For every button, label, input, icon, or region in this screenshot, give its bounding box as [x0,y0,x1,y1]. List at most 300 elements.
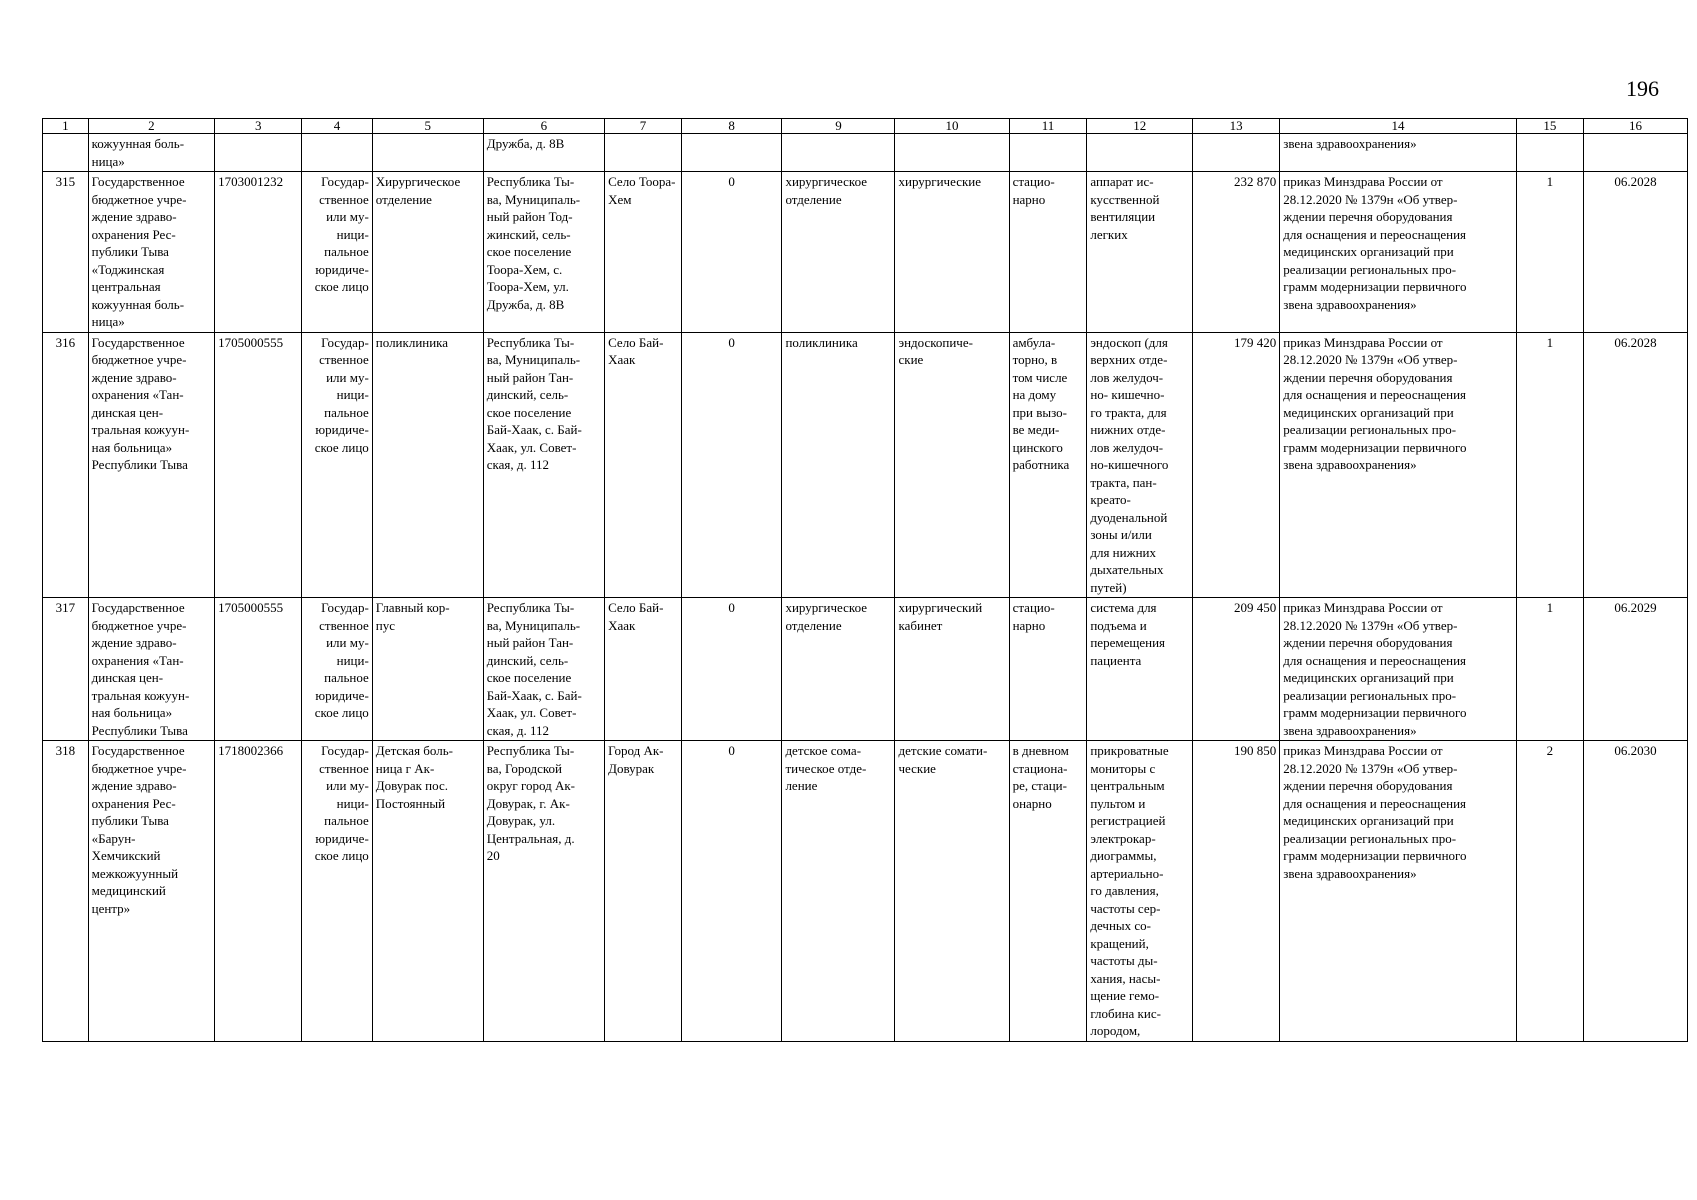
cell-line: или му- [326,209,369,224]
cell-line: публики Тыва [91,813,169,828]
cell-c13: 179 420 [1193,332,1280,598]
cell-line: пус [375,617,396,633]
cell-line: юридиче- [315,422,369,437]
cell-line: эндоскопиче- [898,334,973,350]
cell-line: регистрацией [1090,813,1166,828]
cell-line: ница» [91,153,125,169]
cell-line: ственное [319,617,369,633]
cell-line: хания, насы- [1090,970,1161,986]
cell-c8: 0 [681,332,782,598]
cell-line: Довурак [608,760,655,776]
cell-c2 [88,134,215,172]
cell-c12 [1087,598,1193,741]
cell-line: юридиче- [315,687,369,703]
cell-line: или му- [326,635,369,650]
cell-c1: 317 [43,598,89,741]
cell-line: частоты сер- [1090,900,1161,916]
cell-c5 [372,332,483,598]
cell-line: Хаак [608,617,636,633]
cell-line: грамм модернизации первичного [1283,848,1467,863]
cell-c14 [1280,134,1516,172]
cell-line: «Тоджинская [91,261,165,277]
cell-line: стацио- [1012,600,1055,615]
cell-line: 28.12.2020 № 1379н «Об утвер- [1283,760,1458,776]
cell-line: округ город Ак- [486,778,576,793]
column-header-14: 14 [1280,119,1516,134]
cell-c6 [483,332,604,598]
cell-line: 28.12.2020 № 1379н «Об утвер- [1283,352,1458,367]
cell-line: ная больница» [91,705,173,720]
cell-line: юридиче- [315,261,369,277]
cell-line: стацио- [1012,174,1055,189]
cell-line: медицинских организаций при [1283,244,1454,259]
cell-line: охранения «Тан- [91,652,184,668]
cell-line: ское лицо [314,705,369,720]
cell-line: зоны и/или [1090,527,1152,542]
cell-line: вентиляции [1090,209,1156,224]
cell-line: Республики Тыва [91,457,188,472]
cell-line: юридиче- [315,830,369,846]
cell-line: ный район Тан- [486,635,574,650]
cell-c8 [681,134,782,172]
cell-line: на дому [1012,387,1057,402]
cell-line: тракта, пан- [1090,474,1157,490]
cell-line: ве меди- [1012,422,1060,437]
cell-line: Дружба, д. 8В [486,296,565,312]
cell-line: путей) [1090,579,1127,595]
cell-c11 [1009,332,1087,598]
cell-line: ская, д. 112 [486,457,550,472]
cell-line: пациента [1090,652,1142,668]
cell-line: ници- [336,652,369,668]
cell-line: ждение здраво- [91,778,177,793]
cell-c10 [895,598,1009,741]
cell-c4 [302,332,373,598]
cell-line: Довурак, ул. [486,813,556,828]
cell-c9 [782,134,895,172]
cell-c9 [782,598,895,741]
cell-line: динская цен- [91,404,164,420]
cell-line: для оснащения и переоснащения [1283,795,1467,811]
cell-c11 [1009,172,1087,333]
cell-c10 [895,134,1009,172]
cell-line: кабинет [898,617,943,633]
cell-line: жинский, сель- [486,226,571,242]
cell-c9 [782,172,895,333]
cell-line: Центральная, д. [486,830,575,846]
cell-line: перемещения [1090,635,1166,650]
column-header-1: 1 [43,119,89,134]
cell-line: мониторы с [1090,760,1156,776]
cell-line: центральная [91,279,161,294]
cell-line: нижних отде- [1090,422,1166,437]
cell-line: звена здравоохранения» [1283,136,1417,151]
cell-line: ждении перечня оборудования [1283,635,1453,650]
table-row [43,598,1688,741]
cell-line: ское поселение [486,670,572,685]
cell-c9 [782,741,895,1042]
cell-c1: 316 [43,332,89,598]
cell-line: звена здравоохранения» [1283,457,1417,472]
cell-line: ре, стаци- [1012,778,1067,793]
cell-line: Город Ак- [608,743,664,758]
cell-line: для оснащения и переоснащения [1283,387,1467,402]
column-header-10: 10 [895,119,1009,134]
cell-line: пальное [324,404,369,420]
cell-line: нарно [1012,617,1046,633]
cell-line: том числе [1012,369,1068,385]
column-header-13: 13 [1193,119,1280,134]
cell-line: охранения «Тан- [91,387,184,402]
cell-line: поликлиника [375,334,449,350]
cell-line: центр» [91,900,131,916]
cell-line: работника [1012,457,1070,472]
cell-line: бюджетное учре- [91,760,187,776]
cell-line: отделение [785,191,842,207]
cell-line: Государ- [321,174,369,189]
cell-line: Государственное [91,743,185,758]
cell-c14 [1280,598,1516,741]
cell-line: Село Бай- [608,600,664,615]
column-header-8: 8 [681,119,782,134]
cell-line: динский, сель- [486,387,569,402]
cell-line: ственное [319,760,369,776]
cell-c15: 1 [1516,172,1583,333]
page-number: 196 [1626,76,1659,101]
cell-c7 [605,332,682,598]
cell-line: грамм модернизации первичного [1283,439,1467,455]
cell-line: Хаак, ул. Совет- [486,439,577,455]
cell-line: ници- [336,795,369,811]
cell-line: пультом и [1090,795,1146,811]
cell-c14 [1280,172,1516,333]
column-header-16: 16 [1584,119,1688,134]
cell-line: ждении перечня оборудования [1283,369,1453,385]
cell-line: медицинский [91,883,166,898]
column-header-12: 12 [1087,119,1193,134]
cell-line: ское лицо [314,848,369,863]
cell-line: лородом, [1090,1023,1141,1038]
cell-line: ская, д. 112 [486,722,550,738]
column-header-15: 15 [1516,119,1583,134]
cell-c2 [88,598,215,741]
cell-line: отделение [785,617,842,633]
cell-line: ва, Муниципаль- [486,191,581,207]
cell-line: динский, сель- [486,652,569,668]
cell-line: ници- [336,387,369,402]
cell-c9 [782,332,895,598]
column-header-6: 6 [483,119,604,134]
cell-line: Хем [608,191,632,207]
cell-line: звена здравоохранения» [1283,865,1417,881]
cell-line: Дружба, д. 8В [486,136,565,151]
table-row [43,741,1688,1042]
cell-line: ственное [319,191,369,207]
cell-c16 [1584,134,1688,172]
cell-c4 [302,741,373,1042]
cell-c1: 315 [43,172,89,333]
cell-line: частоты ды- [1090,953,1158,968]
cell-line: ница г Ак- [375,760,435,776]
cell-line: или му- [326,369,369,385]
cell-line: хирургическое [785,600,867,615]
cell-c3: 1705000555 [215,332,302,598]
cell-c13: 232 870 [1193,172,1280,333]
column-header-2: 2 [88,119,215,134]
cell-line: приказ Минздрава России от [1283,600,1443,615]
cell-line: ское лицо [314,279,369,294]
cell-c10 [895,741,1009,1042]
cell-line: аппарат ис- [1090,174,1154,189]
cell-c12 [1087,172,1193,333]
cell-line: ный район Тан- [486,369,574,385]
cell-line: Хемчикский [91,848,161,863]
cell-line: ва, Городской [486,760,562,776]
cell-line: лов желудоч- [1090,369,1164,385]
cell-line: нарно [1012,191,1046,207]
cell-c11 [1009,598,1087,741]
cell-line: 20 [486,848,500,863]
cell-c8: 0 [681,172,782,333]
cell-line: Государ- [321,600,369,615]
cell-line: бюджетное учре- [91,617,187,633]
cell-line: ждение здраво- [91,369,177,385]
cell-c2 [88,332,215,598]
cell-line: медицинских организаций при [1283,404,1454,420]
cell-c16: 06.2030 [1584,741,1688,1042]
cell-line: отделение [375,191,432,207]
equipment-table [42,118,1688,1042]
cell-line: межкожуунный [91,865,179,881]
column-header-11: 11 [1009,119,1087,134]
cell-line: ждении перечня оборудования [1283,209,1453,224]
cell-line: для оснащения и переоснащения [1283,226,1467,242]
cell-line: дуоденальной [1090,509,1168,525]
cell-line: Республики Тыва [91,722,188,738]
cell-line: верхних отде- [1090,352,1168,367]
cell-c13: 190 850 [1193,741,1280,1042]
cell-line: звена здравоохранения» [1283,296,1417,312]
cell-line: хирургический [898,600,983,615]
cell-c14 [1280,332,1516,598]
cell-line: Бай-Хаак, с. Бай- [486,687,582,703]
cell-c16: 06.2029 [1584,598,1688,741]
cell-c12 [1087,332,1193,598]
cell-line: онарно [1012,795,1052,811]
cell-line: го тракта, для [1090,404,1167,420]
cell-c4 [302,598,373,741]
cell-line: дечных со- [1090,918,1151,933]
cell-c5 [372,741,483,1042]
cell-c4 [302,134,373,172]
cell-line: 28.12.2020 № 1379н «Об утвер- [1283,617,1458,633]
cell-line: Главный кор- [375,600,450,615]
cell-line: лов желудоч- [1090,439,1164,455]
cell-c2 [88,741,215,1042]
cell-line: Тоора-Хем, ул. [486,279,569,294]
cell-line: Бай-Хаак, с. Бай- [486,422,582,437]
cell-line: Тоора-Хем, с. [486,261,563,277]
cell-line: ници- [336,226,369,242]
cell-line: реализации региональных про- [1283,261,1457,277]
cell-line: приказ Минздрава России от [1283,743,1443,758]
cell-line: стациона- [1012,760,1068,776]
cell-c3: 1705000555 [215,598,302,741]
cell-line: Республика Ты- [486,174,575,189]
cell-c16: 06.2028 [1584,172,1688,333]
cell-c15 [1516,134,1583,172]
cell-line: ная больница» [91,439,173,455]
cell-line: Государственное [91,334,185,350]
table-row-continuation [43,134,1688,172]
cell-line: Государственное [91,600,185,615]
cell-c13: 209 450 [1193,598,1280,741]
cell-line: реализации региональных про- [1283,422,1457,437]
cell-line: но-кишечного [1090,457,1169,472]
cell-line: амбула- [1012,334,1056,350]
cell-c2 [88,172,215,333]
cell-line: приказ Минздрава России от [1283,174,1443,189]
cell-line: или му- [326,778,369,793]
cell-line: система для [1090,600,1157,615]
cell-line: бюджетное учре- [91,191,187,207]
cell-c8: 0 [681,598,782,741]
cell-line: пальное [324,244,369,259]
cell-line: Детская боль- [375,743,453,758]
column-header-9: 9 [782,119,895,134]
cell-line: ческие [898,760,936,776]
cell-line: при вызо- [1012,404,1067,420]
cell-line: центральным [1090,778,1165,793]
cell-line: Постоянный [375,795,446,811]
cell-line: для нижних [1090,544,1156,560]
cell-c15: 1 [1516,332,1583,598]
cell-line: пальное [324,670,369,685]
cell-c3 [215,134,302,172]
column-header-3: 3 [215,119,302,134]
cell-line: Государ- [321,334,369,350]
cell-line: грамм модернизации первичного [1283,705,1467,720]
cell-line: щение гемо- [1090,988,1160,1003]
cell-line: ный район Тод- [486,209,573,224]
cell-c1 [43,134,89,172]
cell-c4 [302,172,373,333]
cell-line: 28.12.2020 № 1379н «Об утвер- [1283,191,1458,207]
cell-line: приказ Минздрава России от [1283,334,1443,350]
cell-line: Хирургическое [375,174,461,189]
cell-c3: 1718002366 [215,741,302,1042]
cell-line: Республика Ты- [486,743,575,758]
cell-c7 [605,741,682,1042]
cell-c1: 318 [43,741,89,1042]
cell-line: Довурак пос. [375,778,448,793]
cell-c16: 06.2028 [1584,332,1688,598]
cell-c8: 0 [681,741,782,1042]
cell-line: тральная кожуун- [91,687,190,703]
cell-c5 [372,598,483,741]
cell-c11 [1009,134,1087,172]
cell-line: ждении перечня оборудования [1283,778,1453,793]
cell-c3: 1703001232 [215,172,302,333]
cell-line: ждение здраво- [91,209,177,224]
cell-c6 [483,134,604,172]
cell-line: Хаак, ул. Совет- [486,705,577,720]
cell-line: Село Тоора- [608,174,676,189]
cell-line: ва, Муниципаль- [486,352,581,367]
cell-c13 [1193,134,1280,172]
cell-c12 [1087,134,1193,172]
cell-line: Село Бай- [608,334,664,350]
cell-line: ские [898,352,924,367]
cell-line: Государственное [91,174,185,189]
cell-line: бюджетное учре- [91,352,187,367]
cell-line: охранения Рес- [91,795,176,811]
cell-line: Хаак [608,352,636,367]
cell-line: го давления, [1090,883,1159,898]
cell-line: в дневном [1012,743,1069,758]
cell-c7 [605,134,682,172]
column-header-5: 5 [372,119,483,134]
cell-line: реализации региональных про- [1283,830,1457,846]
cell-c5 [372,172,483,333]
cell-line: легких [1090,226,1128,242]
cell-c12 [1087,741,1193,1042]
cell-line: ское поселение [486,244,572,259]
cell-line: кожуунная боль- [91,136,185,151]
cell-c5 [372,134,483,172]
cell-c15: 2 [1516,741,1583,1042]
cell-c14 [1280,741,1516,1042]
cell-line: ждение здраво- [91,635,177,650]
cell-line: звена здравоохранения» [1283,722,1417,738]
cell-line: ница» [91,314,125,329]
cell-line: «Барун- [91,830,136,846]
cell-line: хирургическое [785,174,867,189]
cell-c11 [1009,741,1087,1042]
cell-line: медицинских организаций при [1283,670,1454,685]
cell-line: кожуунная боль- [91,296,185,312]
cell-line: Государ- [321,743,369,758]
cell-line: глобина кис- [1090,1005,1161,1021]
cell-line: ское лицо [314,439,369,455]
cell-c6 [483,598,604,741]
cell-line: эндоскоп (для [1090,334,1168,350]
cell-line: ственное [319,352,369,367]
column-header-4: 4 [302,119,373,134]
table-row [43,172,1688,333]
cell-line: детское сома- [785,743,862,758]
cell-line: прикроватные [1090,743,1169,758]
cell-line: но- кишечно- [1090,387,1165,402]
cell-c7 [605,172,682,333]
cell-line: электрокар- [1090,830,1156,846]
cell-line: Республика Ты- [486,600,575,615]
cell-line: реализации региональных про- [1283,687,1457,703]
cell-c10 [895,332,1009,598]
cell-line: грамм модернизации первичного [1283,279,1467,294]
cell-line: торно, в [1012,352,1058,367]
cell-line: тическое отде- [785,760,867,776]
cell-line: хирургические [898,174,982,189]
cell-line: публики Тыва [91,244,169,259]
cell-line: для оснащения и переоснащения [1283,652,1467,668]
cell-line: диограммы, [1090,848,1157,863]
cell-line: детские сомати- [898,743,988,758]
cell-c6 [483,741,604,1042]
cell-line: цинского [1012,439,1063,455]
cell-line: подъема и [1090,617,1147,633]
cell-c6 [483,172,604,333]
